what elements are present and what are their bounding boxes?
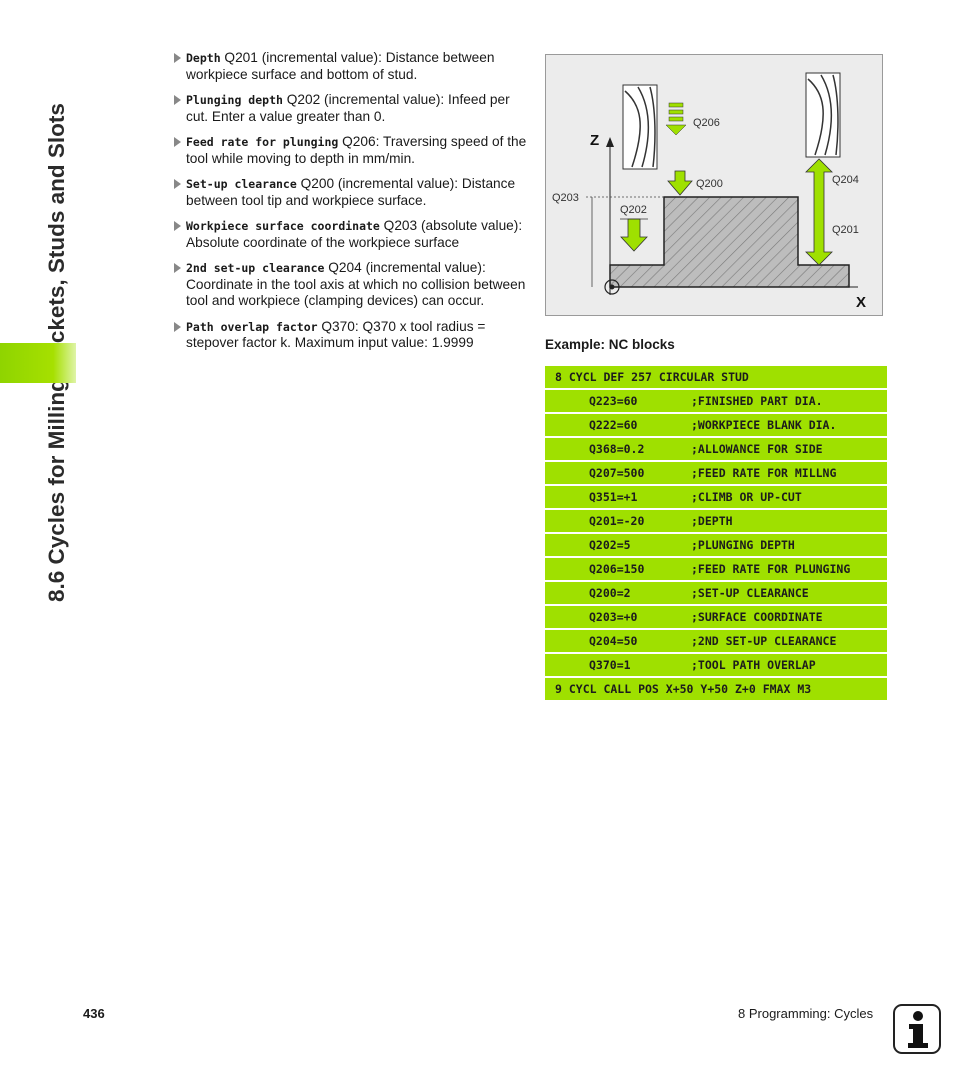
q203-label: Q203: [552, 192, 579, 204]
nc-block-row: [545, 486, 887, 508]
info-glyph-icon: [895, 1006, 939, 1052]
nc-comment: ;DEPTH: [691, 514, 733, 528]
nc-block-row: [545, 582, 887, 604]
parameter-description: Q203 (absolute value): Absolute coordinate of the workpiece surface: [186, 218, 523, 250]
diagram-svg: [546, 55, 882, 315]
bullet-arrow-icon: [174, 137, 181, 147]
nc-parameter: Q368=0.2: [589, 442, 645, 456]
parameter-item: [172, 319, 532, 352]
left-tool-icon: [623, 85, 657, 169]
nc-comment: ;PLUNGING DEPTH: [691, 538, 795, 552]
q201-label: Q201: [832, 224, 859, 236]
nc-parameter: Q207=500: [589, 466, 645, 480]
nc-block-row: [545, 630, 887, 652]
nc-parameter: Q351=+1: [589, 490, 638, 504]
parameter-description: Q204 (incremental value): Coordinate in the tool axis at which no collision between tool and workpiece (clamping devices) can occur.: [186, 260, 526, 308]
nc-block-row: [545, 462, 887, 484]
bullet-arrow-icon: [174, 53, 181, 63]
nc-parameter: Q202=5: [589, 538, 631, 552]
page-number: 436: [83, 1006, 105, 1021]
q200-clearance-arrow-icon: [668, 171, 692, 195]
nc-comment: ;SURFACE COORDINATE: [691, 610, 823, 624]
nc-block-row: [545, 558, 887, 580]
nc-comment: ;CLIMB OR UP-CUT: [691, 490, 802, 504]
nc-block-row: [545, 654, 887, 676]
parameter-item: [172, 260, 532, 310]
nc-comment: ;TOOL PATH OVERLAP: [691, 658, 816, 672]
q200-label: Q200: [696, 178, 723, 190]
nc-block-row: [545, 534, 887, 556]
parameter-description: Q206: Traversing speed of the tool while moving to depth in mm/min.: [186, 134, 527, 166]
q204-q201-double-arrow-icon: [806, 159, 832, 265]
bullet-arrow-icon: [174, 179, 181, 189]
z-axis-label: Z: [590, 132, 600, 149]
nc-block-row: [545, 510, 887, 532]
nc-comment: ;2ND SET-UP CLEARANCE: [691, 634, 837, 648]
nc-block-line: 9 CYCL CALL POS X+50 Y+50 Z+0 FMAX M3: [555, 682, 812, 696]
parameter-keyword: Workpiece surface coordinate: [186, 219, 380, 233]
nc-block-row: [545, 366, 887, 388]
q202-label: Q202: [620, 204, 647, 216]
bullet-arrow-icon: [174, 221, 181, 231]
nc-block-line: 8 CYCL DEF 257 CIRCULAR STUD: [555, 370, 749, 384]
nc-block-row: [545, 390, 887, 412]
nc-parameter: Q201=-20: [589, 514, 645, 528]
nc-block-row: [545, 678, 887, 700]
nc-comment: ;FEED RATE FOR MILLNG: [691, 466, 837, 480]
nc-parameter: Q200=2: [589, 586, 631, 600]
parameter-keyword: Plunging depth: [186, 93, 283, 107]
parameter-description: Q200 (incremental value): Distance between tool tip and workpiece surface.: [186, 176, 516, 208]
example-title: Example: NC blocks: [545, 337, 675, 352]
nc-comment: ;FEED RATE FOR PLUNGING: [691, 562, 851, 576]
nc-comment: ;ALLOWANCE FOR SIDE: [691, 442, 823, 456]
parameter-description: Q370: Q370 x tool radius = stepover factor k. Maximum input value: 1.9999: [186, 318, 486, 350]
nc-parameter: Q204=50: [589, 634, 638, 648]
chapter-title: 8 Programming: Cycles: [738, 1006, 874, 1021]
parameter-item: [172, 50, 532, 83]
q204-label: Q204: [832, 174, 859, 186]
nc-block-row: [545, 414, 887, 436]
x-axis-label: X: [856, 294, 867, 311]
parameter-description: Q201 (incremental value): Distance between workpiece surface and bottom of stud.: [186, 50, 495, 82]
nc-block-row: [545, 606, 887, 628]
chapter-tab-marker: [0, 343, 76, 383]
parameter-item: [172, 176, 532, 209]
parameter-keyword: Depth: [186, 51, 221, 65]
nc-block-row: [545, 438, 887, 460]
bullet-arrow-icon: [174, 322, 181, 332]
nc-parameter: Q222=60: [589, 418, 638, 432]
section-title: [24, 40, 64, 615]
parameter-keyword: Path overlap factor: [186, 319, 318, 334]
bullet-arrow-icon: [174, 263, 181, 273]
z-axis-arrow-icon: [606, 137, 614, 147]
nc-parameter: Q223=60: [589, 394, 638, 408]
origin-dot: [610, 285, 615, 290]
info-icon: [893, 1004, 941, 1054]
nc-block-list: [545, 366, 887, 702]
bullet-arrow-icon: [174, 95, 181, 105]
nc-parameter: Q206=150: [589, 562, 645, 576]
nc-comment: ;SET-UP CLEARANCE: [691, 586, 809, 600]
parameter-keyword: Set-up clearance: [186, 177, 297, 191]
nc-parameter: Q370=1: [589, 658, 631, 672]
parameter-keyword: 2nd set-up clearance: [186, 261, 325, 275]
q206-label: Q206: [693, 117, 720, 129]
parameter-item: [172, 134, 532, 167]
parameter-item: [172, 92, 532, 125]
parameter-description: Q202 (incremental value): Infeed per cut. Enter a value greater than 0.: [186, 92, 510, 124]
nc-parameter: Q203=+0: [589, 610, 638, 624]
q206-feed-arrow-icon: [666, 103, 686, 135]
nc-comment: ;FINISHED PART DIA.: [691, 394, 823, 408]
nc-comment: ;WORKPIECE BLANK DIA.: [691, 418, 837, 432]
stud-cycle-diagram: [545, 54, 883, 316]
right-tool-icon: [806, 73, 840, 157]
q202-infeed-arrow-icon: [621, 219, 647, 251]
parameter-keyword: Feed rate for plunging: [186, 135, 339, 149]
parameter-item: [172, 218, 532, 251]
parameter-list: [172, 50, 532, 361]
